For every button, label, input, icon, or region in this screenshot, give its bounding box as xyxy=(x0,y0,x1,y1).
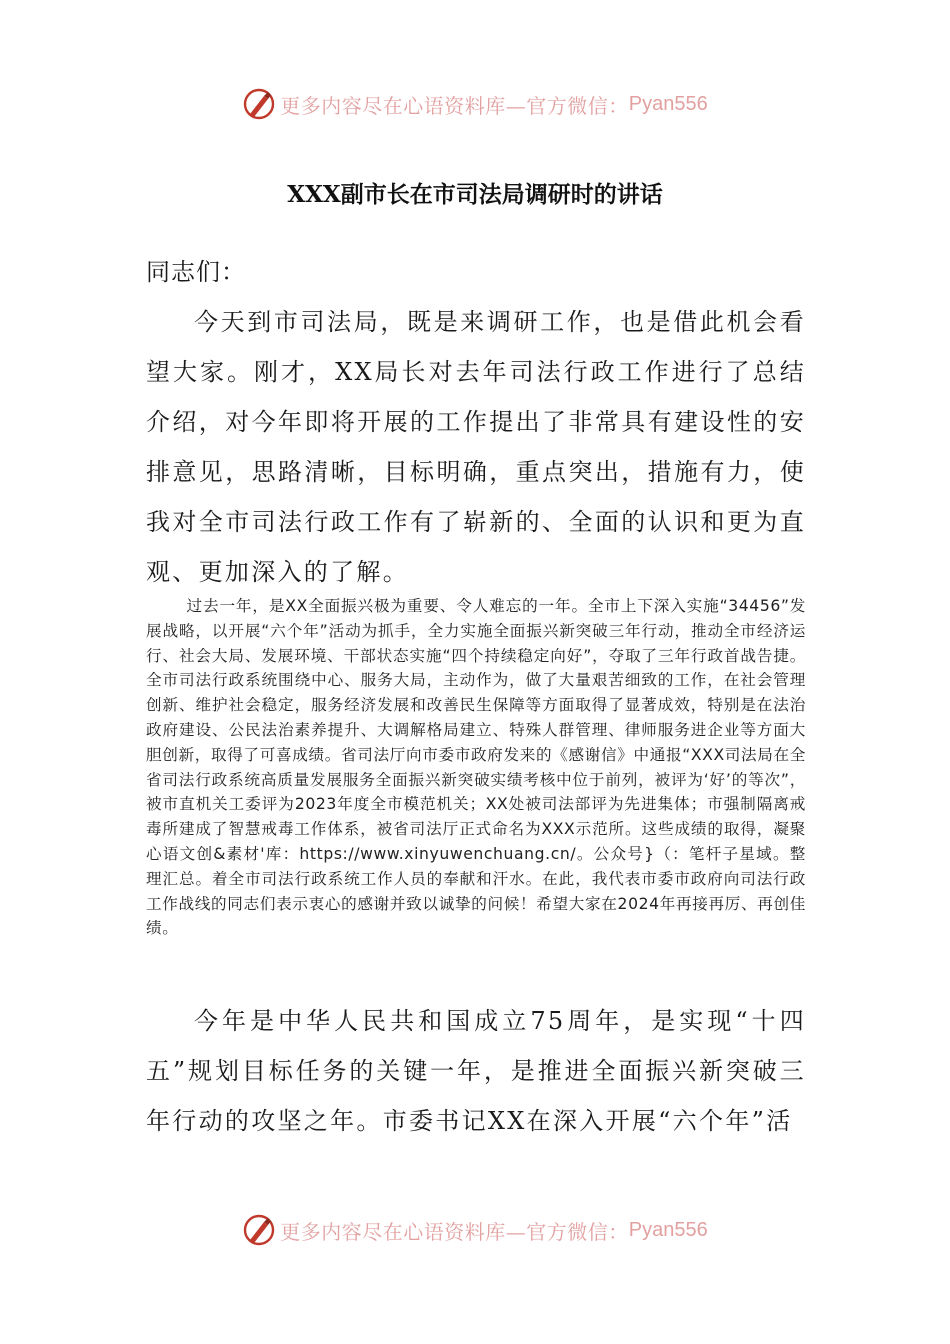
watermark-banner-top xyxy=(0,84,950,124)
watermark-text: 更多内容尽在心语资料库—官方微信： xyxy=(280,1219,629,1244)
salutation: 同志们： xyxy=(146,258,246,286)
paragraph-intro: 今天到市司法局，既是来调研工作，也是借此机会看望大家。刚才，XX局长对去年司法行政工作进行了总结介绍，对今年即将开展的工作提出了非常具有建设性的安排意见，思路清晰，目标明确，重点突出，措施有力，使我对全市司法行政工作有了崭新的、全面的认识和更为直观、更加深入的了解。 xyxy=(146,308,806,586)
pen-logo-icon xyxy=(242,1213,276,1247)
paragraph-this-year: 今年是中华人民共和国成立75周年，是实现“十四五”规划目标任务的关键一年，是推进全面振兴新突破三年行动的攻坚之年。市委书记XX在深入开展“六个年”活 xyxy=(146,1007,806,1135)
watermark-banner-bottom xyxy=(0,1210,950,1250)
watermark-text: 更多内容尽在心语资料库—官方微信： xyxy=(280,93,629,118)
watermark-wechat-id: Pyan556 xyxy=(628,92,708,115)
watermark-wechat-id: Pyan556 xyxy=(628,1218,708,1241)
paragraph-review: 过去一年，是XX全面振兴极为重要、令人难忘的一年。全市上下深入实施“34456”发展战略，以开展“六个年”活动为抓手，全力实施全面振兴新突破三年行动，推动全市经济运行、社会大局、发展环境、干部状态实施“四个持续稳定向好”，夺取了三年行政首战告捷。全市司法行政系统围绕中心、服务大局，主动作为，做了大量艰苦细致的工作，在社会管理创新、维护社会稳定，服务经济发展和改善民生保障等方面取得了显著成效，特别是在法治政府建设、公民法治素养提升、大调解格局建立、特殊人群管理、律师服务进企业等方面大胆创新，取得了可喜成绩。省司法厅向市委市政府发来的《感谢信》中通报“XXX司法局在全省司法行政系统高质量发展服务全面振兴新突破实绩考核中位于前列，被评为‘好’的等次”，被市直机关工委评为2023年度全市模范机关；XX处被司法部评为先进集体；市强制隔离戒毒所建成了智慧戒毒工作体系，被省司法厅正式命名为XXX示范所。这些成绩的取得，凝聚心语文创&素材'库：https://www.xinyuwenchuang.cn/。公众号}（：笔杆子星域。整理汇总。着全市司法行政系统工作人员的奉献和汗水。在此，我代表市委市政府向司法行政工作战线的同志们表示衷心的感谢并致以诚挚的问候！希望大家在2024年再接再厉、再创佳绩。 xyxy=(146,597,806,938)
pen-logo-icon xyxy=(242,87,276,121)
document-title: XXX副市长在市司法局调研时的讲话 xyxy=(287,181,663,208)
